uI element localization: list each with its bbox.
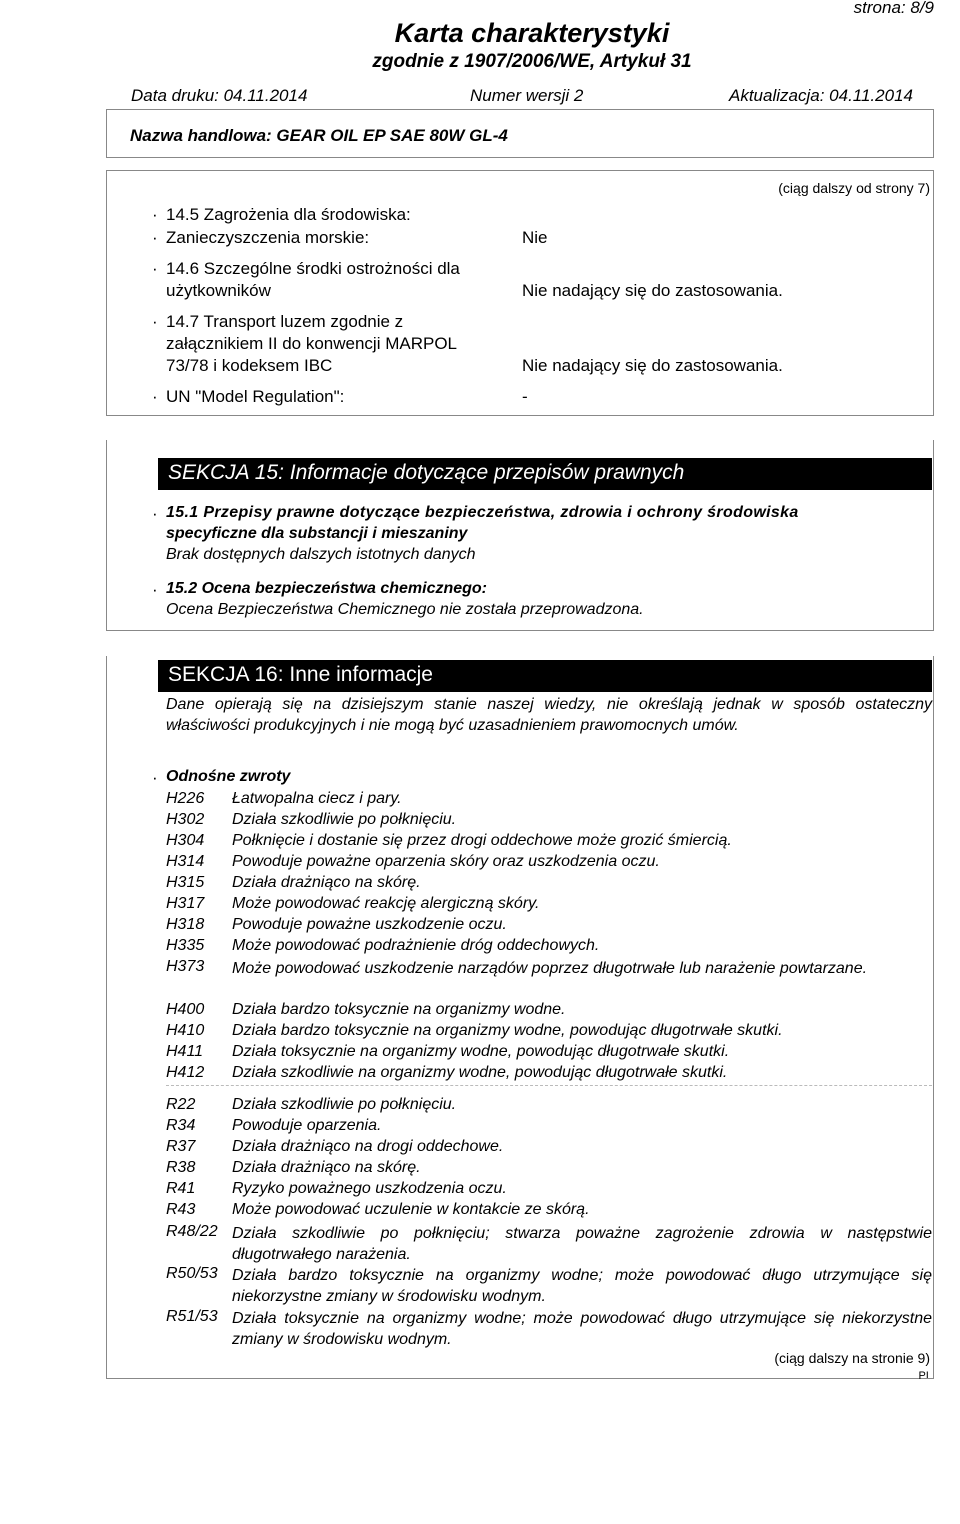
r-text: Działa szkodliwie po połknięciu.: [232, 1096, 457, 1113]
h-text: Działa szkodliwie po połknięciu.: [232, 811, 457, 828]
item-14-7-label: 14.7 Transport luzem zgodnie z: [166, 312, 404, 331]
r-code: R22: [166, 1096, 196, 1113]
language-code: PL: [918, 1370, 932, 1382]
bullet-dot: ·: [152, 768, 158, 787]
h-code: H315: [166, 874, 205, 891]
h-code: H226: [166, 790, 205, 807]
marine-pollutant-value: Nie: [522, 228, 548, 247]
item-14-5-label: 14.5 Zagrożenia dla środowiska:: [166, 205, 411, 224]
bullet-dot: ·: [152, 580, 158, 599]
h-code: H373: [166, 958, 205, 975]
item-14-7-value: Nie nadający się do zastosowania.: [522, 356, 783, 375]
h-text: Może powodować podrażnienie dróg oddechowych.: [232, 937, 600, 954]
bullet-dot: ·: [152, 228, 158, 247]
r-code: R51/53: [166, 1308, 218, 1325]
r-text: Działa szkodliwie po połknięciu; stwarza poważne zagrożenie zdrowia w następstwie długotrwałego narażenia.: [232, 1225, 932, 1263]
r-text: Działa toksycznie na organizmy wodne; może powodować długo utrzymujące się niekorzystne zmiany w środowisku wodnym.: [232, 1310, 932, 1348]
h-text: Powoduje poważne uszkodzenie oczu.: [232, 916, 507, 933]
r-code: R34: [166, 1117, 196, 1134]
h-text: Łatwopalna ciecz i pary.: [232, 790, 402, 807]
page-number: strona: 8/9: [853, 0, 934, 17]
h-text: Może powodować uszkodzenie narządów poprzez długotrwałe lub narażenie powtarzane.: [232, 960, 868, 977]
r-text: Działa bardzo toksycznie na organizmy wodne; może powodować długo utrzymujące się niekorzystne zmiany w środowisku wodnym.: [232, 1267, 932, 1305]
item-14-6-label: 14.6 Szczególne środki ostrożności dla: [166, 259, 460, 278]
continued-from-note: (ciąg dalszy od strony 7): [778, 180, 930, 196]
h-code: H410: [166, 1022, 205, 1039]
bullet-dot: ·: [152, 259, 158, 278]
item-15-1-title: 15.1 Przepisy prawne dotyczące bezpieczeństwa, zdrowia i ochrony środowiska: [166, 504, 799, 521]
r-text: Może powodować uczulenie w kontakcie ze skórą.: [232, 1201, 590, 1218]
r-text: Ryzyko poważnego uszkodzenia oczu.: [232, 1180, 507, 1197]
h-code: H411: [166, 1043, 204, 1060]
r-text: Działa drażniąco na skórę.: [232, 1159, 421, 1176]
h-text: Połknięcie i dostanie się przez drogi oddechowe może grozić śmiercią.: [232, 832, 732, 849]
h-text: Działa drażniąco na skórę.: [232, 874, 421, 891]
h-text: Działa szkodliwie na organizmy wodne, powodując długotrwałe skutki.: [232, 1064, 728, 1081]
h-text: Działa bardzo toksycznie na organizmy wodne, powodując długotrwałe skutki.: [232, 1022, 783, 1039]
document-subtitle: zgodnie z 1907/2006/WE, Artykuł 31: [372, 51, 692, 72]
r-text: Powoduje oparzenia.: [232, 1117, 382, 1134]
r-code: R43: [166, 1201, 196, 1218]
h-text: Działa bardzo toksycznie na organizmy wodne.: [232, 1001, 566, 1018]
phrases-divider: [166, 1085, 932, 1086]
h-code: H412: [166, 1064, 205, 1081]
h-code: H314: [166, 853, 205, 870]
r-code: R38: [166, 1159, 196, 1176]
item-15-1-text: Brak dostępnych dalszych istotnych danych: [166, 546, 476, 563]
h-code: H335: [166, 937, 205, 954]
h-code: H317: [166, 895, 205, 912]
r-text: Działa drażniąco na drogi oddechowe.: [232, 1138, 504, 1155]
language-underline: [926, 1378, 934, 1379]
version-number: Numer wersji 2: [470, 86, 584, 105]
document-title: Karta charakterystyki: [394, 18, 670, 48]
item-14-6-label-line2: użytkowników: [166, 281, 271, 300]
item-15-2-title: 15.2 Ocena bezpieczeństwa chemicznego:: [166, 580, 488, 597]
h-text: Działa toksycznie na organizmy wodne, powodując długotrwałe skutki.: [232, 1043, 730, 1060]
h-text: Może powodować reakcję alergiczną skóry.: [232, 895, 540, 912]
h-code: H318: [166, 916, 205, 933]
r-code: R48/22: [166, 1223, 218, 1240]
update-date: Aktualizacja: 04.11.2014: [729, 86, 913, 105]
continued-on-note: (ciąg dalszy na stronie 9): [774, 1350, 930, 1366]
r-code: R41: [166, 1180, 196, 1197]
un-model-regulation-value: -: [522, 387, 528, 406]
item-15-1-title-line2: specyficzne dla substancji i mieszaniny: [166, 525, 468, 542]
bullet-dot: ·: [152, 205, 158, 224]
item-14-6-value: Nie nadający się do zastosowania.: [522, 281, 783, 300]
disclaimer-paragraph: Dane opierają się na dzisiejszym stanie naszej wiedzy, nie określają jednak w sposób ostateczny właściwości produkcyjnych i nie mogą być uzasadnieniem prawomocnych umów.: [166, 696, 932, 734]
item-14-7-label-line3: 73/78 i kodeksem IBC: [166, 356, 333, 375]
un-model-regulation-label: UN "Model Regulation":: [166, 387, 345, 406]
bullet-dot: ·: [152, 504, 158, 523]
h-code: H302: [166, 811, 205, 828]
relevant-phrases-title: Odnośne zwroty: [166, 768, 291, 785]
print-date: Data druku: 04.11.2014: [131, 86, 308, 105]
item-15-2-text: Ocena Bezpieczeństwa Chemicznego nie została przeprowadzona.: [166, 601, 644, 618]
r-code: R37: [166, 1138, 196, 1155]
section-16-heading: SEKCJA 16: Inne informacje: [168, 663, 433, 686]
section-15-heading: SEKCJA 15: Informacje dotyczące przepisów prawnych: [168, 461, 685, 484]
marine-pollutant-label: Zanieczyszczenia morskie:: [166, 228, 370, 247]
bullet-dot: ·: [152, 387, 158, 406]
h-code: H400: [166, 1001, 205, 1018]
h-code: H304: [166, 832, 205, 849]
r-code: R50/53: [166, 1265, 218, 1282]
trade-name: Nazwa handlowa: GEAR OIL EP SAE 80W GL-4: [130, 126, 508, 145]
bullet-dot: ·: [152, 312, 158, 331]
item-14-7-label-line2: załącznikiem II do konwencji MARPOL: [166, 334, 458, 353]
h-text: Powoduje poważne oparzenia skóry oraz uszkodzenia oczu.: [232, 853, 660, 870]
